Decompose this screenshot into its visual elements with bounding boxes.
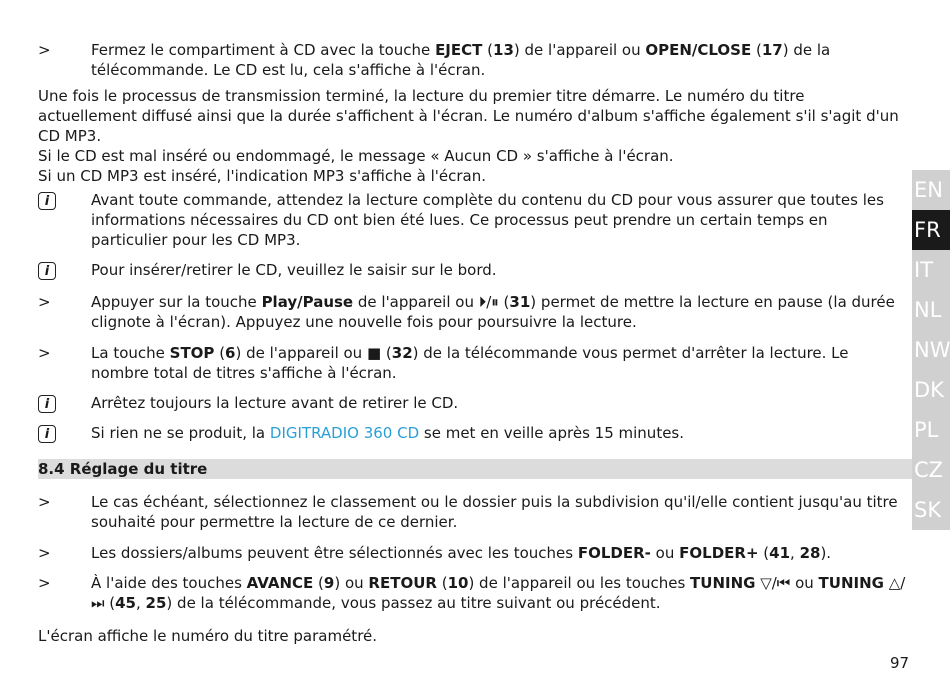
text-run: ( (482, 41, 494, 59)
text-run: ) de la télécommande vous permet d'arrêter la lecture. Le nombre total de titres s'affiche à l'écran. (91, 344, 849, 382)
text-run: ) de l'appareil ou ■ ( (235, 344, 392, 362)
key-label: 45 (115, 594, 136, 612)
lang-tab-pl[interactable]: PL (912, 410, 950, 450)
note-marker (38, 260, 91, 280)
text-run: ou (650, 544, 680, 562)
text-run: ) de l'appareil ou les touches (468, 574, 691, 592)
item-text (38, 166, 906, 186)
key-label: 13 (493, 41, 514, 59)
instruction-step (38, 543, 906, 563)
key-label: 32 (391, 344, 413, 362)
paragraph (38, 86, 906, 146)
bullet-marker: > (38, 41, 51, 59)
info-note (38, 393, 906, 413)
instruction-step (38, 40, 906, 80)
item-text (91, 260, 906, 280)
text-run: se met en veille après 15 minutes. (419, 424, 685, 442)
text-run: Si un CD MP3 est inséré, l'indication MP3 s'affiche à l'écran. (38, 167, 486, 185)
text-run: Le cas échéant, sélectionnez le classement ou le dossier puis la subdivision qu'il/elle contient jusqu'au titre souhaité pour permettre la lecture de ce dernier. (91, 493, 898, 531)
text-run: de l'appareil ou ⏵/⏸ ( (353, 293, 510, 311)
text-run: , (790, 544, 800, 562)
text-run: Arrêtez toujours la lecture avant de retirer le CD. (91, 394, 459, 412)
note-marker (38, 423, 91, 443)
info-icon: i (38, 395, 56, 413)
text-run: Une fois le processus de transmission terminé, la lecture du premier titre démarre. Le numéro du titre actuellement diffusé ainsi que la durée s'affichent à l'écran. Le numéro d'album s'affiche également s'il s'agit d'un CD MP3. (38, 87, 899, 145)
text-run: ) permet de mettre la lecture en pause (la durée clignote à l'écran). Appuyez une nouvelle fois pour poursuivre la lecture. (91, 293, 895, 331)
text-run: ( (214, 344, 226, 362)
item-text (91, 190, 906, 250)
text-run: Si le CD est mal inséré ou endommagé, le message « Aucun CD » s'affiche à l'écran. (38, 147, 674, 165)
text-run: La touche (91, 344, 170, 362)
item-text (91, 573, 906, 613)
bullet-marker: > (38, 493, 51, 511)
instruction-step (38, 492, 906, 532)
item-text (91, 292, 906, 332)
instruction-step (38, 292, 906, 332)
lang-tab-dk[interactable]: DK (912, 370, 950, 410)
text-run: ( (436, 574, 448, 592)
key-label: 31 (509, 293, 531, 311)
lang-tab-nl[interactable]: NL (912, 290, 950, 330)
item-text (91, 423, 906, 443)
text-run: ) de la télécommande. Le CD est lu, cela s'affiche à l'écran. (91, 41, 831, 79)
text-run: Pour insérer/retirer le CD, veuillez le saisir sur le bord. (91, 261, 497, 279)
info-icon: i (38, 192, 56, 210)
text-run: ) de l'appareil ou (513, 41, 646, 59)
text-run: Appuyer sur la touche (91, 293, 262, 311)
info-icon: i (38, 425, 56, 443)
note-marker (38, 393, 91, 413)
bullet-marker: > (38, 344, 51, 362)
key-label: TUNING (818, 574, 884, 592)
info-note (38, 260, 906, 280)
key-label: OPEN/CLOSE (645, 41, 752, 59)
key-label: 25 (145, 594, 167, 612)
paragraph (38, 146, 906, 166)
text-run: ) ou (334, 574, 369, 592)
paragraph (38, 626, 906, 646)
text-run: ▽/⏮ ou (755, 574, 819, 592)
key-label: AVANCE (246, 574, 314, 592)
bullet-marker: > (38, 574, 51, 592)
text-run: À l'aide des touches (91, 574, 247, 592)
info-note (38, 190, 906, 250)
key-label: TUNING (690, 574, 756, 592)
key-label: RETOUR (368, 574, 437, 592)
text-run: ( (313, 574, 324, 592)
key-label: 9 (323, 574, 335, 592)
lang-tab-fr[interactable]: FR (912, 210, 950, 250)
key-label: STOP (169, 344, 215, 362)
key-label: Play/Pause (261, 293, 354, 311)
bullet-marker: > (38, 293, 51, 311)
key-label: 41 (769, 544, 791, 562)
lang-tab-it[interactable]: IT (912, 250, 950, 290)
section-title: 8.4 Réglage du titre (38, 460, 208, 478)
item-text (91, 492, 906, 532)
instruction-step (38, 343, 906, 383)
item-text (91, 40, 906, 80)
text-run: Fermez le compartiment à CD avec la touche (91, 41, 436, 59)
lang-tab-nw[interactable]: NW (912, 330, 950, 370)
item-text (38, 86, 906, 146)
key-label: 28 (799, 544, 821, 562)
page-number: 97 (890, 654, 910, 672)
note-marker (38, 190, 91, 250)
instruction-step (38, 573, 906, 613)
key-label: 6 (225, 344, 236, 362)
item-text (38, 146, 906, 166)
key-label: FOLDER+ (679, 544, 759, 562)
lang-tab-en[interactable]: EN (912, 170, 950, 210)
paragraph (38, 166, 906, 186)
text-run: Les dossiers/albums peuvent être sélectionnés avec les touches (91, 544, 578, 562)
text-run: , (136, 594, 146, 612)
text-run: ). (820, 544, 832, 562)
text-run: △/⏭ ( (91, 574, 906, 612)
text-run: Avant toute commande, attendez la lecture complète du contenu du CD pour vous assurer que toutes les informations nécessaires du CD ont bien été lues. Ce processus peut prendre un certain temps en particulier pour les CD MP3. (91, 191, 884, 249)
item-text (91, 543, 906, 563)
text-run: ( (751, 41, 762, 59)
text-run: ) de la télécommande, vous passez au titre suivant ou précédent. (166, 594, 661, 612)
lang-tab-cz[interactable]: CZ (912, 450, 950, 490)
key-label: 10 (447, 574, 469, 592)
lang-tab-sk[interactable]: SK (912, 490, 950, 530)
key-label: 17 (761, 41, 783, 59)
text-run: L'écran affiche le numéro du titre paramétré. (38, 627, 378, 645)
key-label: FOLDER- (577, 544, 651, 562)
item-text (91, 343, 906, 383)
product-name: DIGITRADIO 360 CD (269, 424, 420, 442)
item-text (38, 626, 906, 646)
text-run: ( (758, 544, 770, 562)
text-run: Si rien ne se produit, la (91, 424, 270, 442)
info-icon: i (38, 262, 56, 280)
info-note (38, 423, 906, 443)
bullet-marker: > (38, 544, 51, 562)
language-tabs (912, 170, 950, 530)
key-label: EJECT (435, 41, 483, 59)
item-text (91, 393, 906, 413)
